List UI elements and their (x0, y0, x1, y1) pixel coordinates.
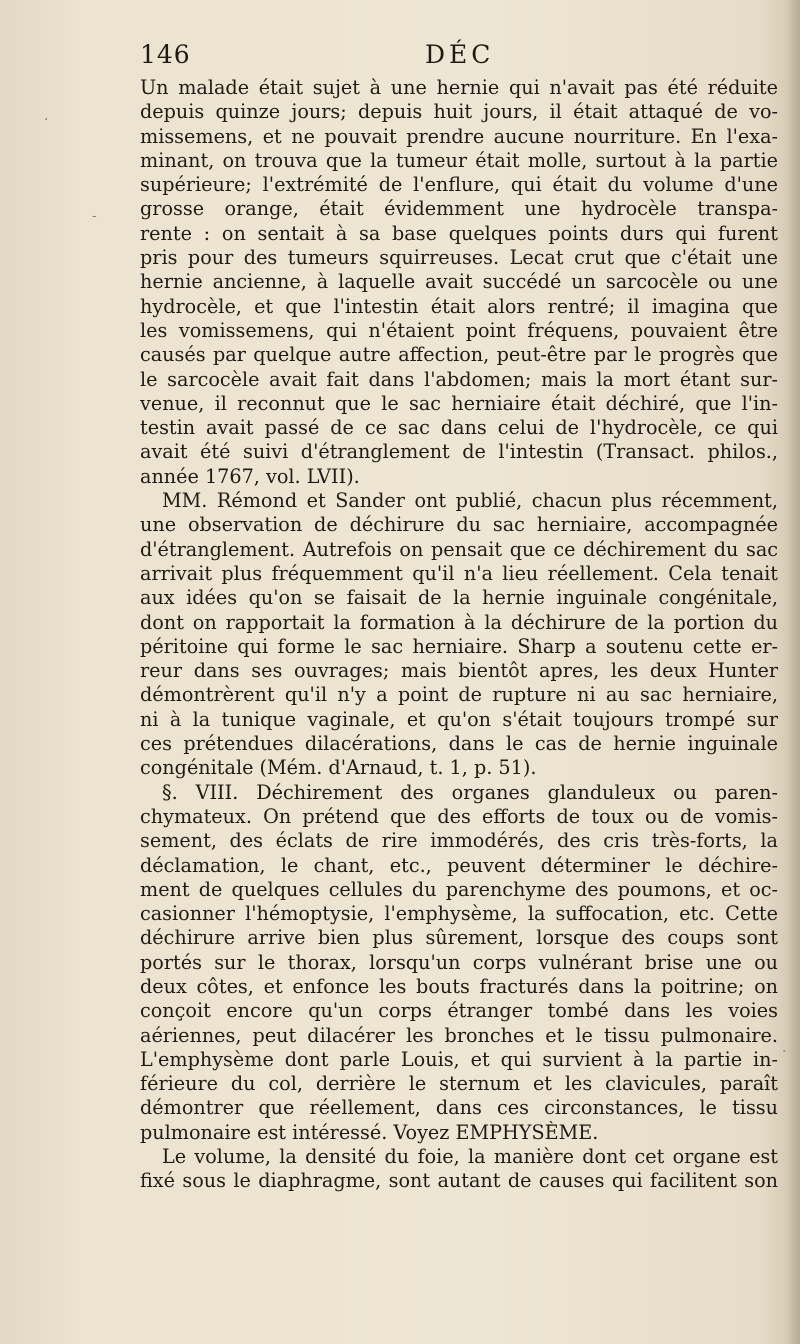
text-line: déchirure arrive bien plus sûrement, lorsque des coups sont (140, 926, 778, 950)
text-line: ces prétendues dilacérations, dans le cas de hernie inguinale (140, 732, 778, 756)
text-line: péritoine qui forme le sac herniaire. Sharp a soutenu cette er- (140, 634, 778, 658)
text-line: testin avait passé de ce sac dans celui de l'hydrocèle, ce qui (140, 416, 778, 440)
text-line: fixé sous le diaphragme, sont autant de causes qui facilitent son (140, 1169, 778, 1193)
text-line: ment de quelques cellules du parenchyme des poumons, et oc- (140, 877, 778, 901)
text-line: chymateux. On prétend que des efforts de toux ou de vomis- (140, 804, 778, 828)
margin-speck: - (92, 208, 97, 224)
text-line: supérieure; l'extrémité de l'enflure, qui était du volume d'une (140, 173, 778, 197)
text-line: missemens, et ne pouvait prendre aucune nourriture. En l'exa- (140, 124, 778, 148)
text-line: pris pour des tumeurs squirreuses. Lecat crut que c'était une (140, 246, 778, 270)
text-line: déclamation, le chant, etc., peuvent déterminer le déchire- (140, 853, 778, 877)
text-line: minant, on trouva que la tumeur était molle, surtout à la partie (140, 148, 778, 172)
margin-speck: · (44, 112, 49, 128)
margin-speck: · (782, 1044, 787, 1060)
text-line: avait été suivi d'étranglement de l'intestin (Transact. philos., (140, 440, 778, 464)
page-header (140, 40, 780, 76)
text-line: une observation de déchirure du sac herniaire, accompagnée (140, 513, 778, 537)
text-line: portés sur le thorax, lorsqu'un corps vulnérant brise une ou (140, 950, 778, 974)
text-line: arrivait plus fréquemment qu'il n'a lieu réellement. Cela tenait (140, 561, 778, 585)
text-line: §. VIII. Déchirement des organes glanduleux ou paren- (162, 780, 778, 804)
page-gutter-shadow (786, 0, 800, 1344)
text-line: depuis quinze jours; depuis huit jours, il était attaqué de vo- (140, 100, 778, 124)
text-line: Le volume, la densité du foie, la manière dont cet organe est (162, 1145, 778, 1169)
text-line: année 1767, vol. LVII). (140, 464, 360, 488)
text-line: hernie ancienne, à laquelle avait succédé un sarcocèle ou une (140, 270, 778, 294)
text-line: congénitale (Mém. d'Arnaud, t. 1, p. 51). (140, 756, 537, 780)
text-line: les vomissemens, qui n'étaient point fréquens, pouvaient être (140, 318, 778, 342)
text-line: aux idées qu'on se faisait de la hernie inguinale congénitale, (140, 586, 778, 610)
text-line: le sarcocèle avait fait dans l'abdomen; mais la mort étant sur- (140, 367, 778, 391)
running-head: DÉC (425, 40, 495, 69)
text-line: L'emphysème dont parle Louis, et qui survient à la partie in- (140, 1047, 778, 1071)
text-line: grosse orange, était évidemment une hydrocèle transpa- (140, 197, 778, 221)
text-line: aériennes, peut dilacérer les bronches et le tissu pulmonaire. (140, 1023, 778, 1047)
text-line: d'étranglement. Autrefois on pensait que ce déchirement du sac (140, 537, 778, 561)
text-line: dont on rapportait la formation à la déchirure de la portion du (140, 610, 778, 634)
page-number: 146 (140, 40, 191, 69)
text-line: hydrocèle, et que l'intestin était alors rentré; il imagina que (140, 294, 778, 318)
text-line: férieure du col, derrière le sternum et les clavicules, paraît (140, 1072, 778, 1096)
text-line: Un malade était sujet à une hernie qui n'avait pas été réduite (140, 76, 778, 99)
text-line: conçoit encore qu'un corps étranger tombé dans les voies (140, 999, 778, 1023)
text-line: deux côtes, et enfonce les bouts fracturés dans la poitrine; on (140, 974, 778, 998)
text-line: rente : on sentait à sa base quelques points durs qui furent (140, 221, 778, 245)
text-line: sement, des éclats de rire immodérés, des cris très-forts, la (140, 829, 778, 853)
text-line: démontrer que réellement, dans ces circonstances, le tissu (140, 1096, 778, 1120)
text-line: venue, il reconnut que le sac herniaire était déchiré, que l'in- (140, 391, 778, 415)
text-line: causés par quelque autre affection, peut-être par le progrès que (140, 343, 778, 367)
text-line: démontrèrent qu'il n'y a point de rupture ni au sac herniaire, (140, 683, 778, 707)
text-line: casionner l'hémoptysie, l'emphysème, la suffocation, etc. Cette (140, 902, 778, 926)
text-line: ni à la tunique vaginale, et qu'on s'était toujours trompé sur (140, 707, 778, 731)
text-line: pulmonaire est intéressé. Voyez EMPHYSÈME. (140, 1120, 599, 1144)
text-line: MM. Rémond et Sander ont publié, chacun plus récemment, (162, 489, 778, 513)
body-text (140, 76, 778, 1194)
text-line: reur dans ses ouvrages; mais bientôt apres, les deux Hunter (140, 659, 778, 683)
